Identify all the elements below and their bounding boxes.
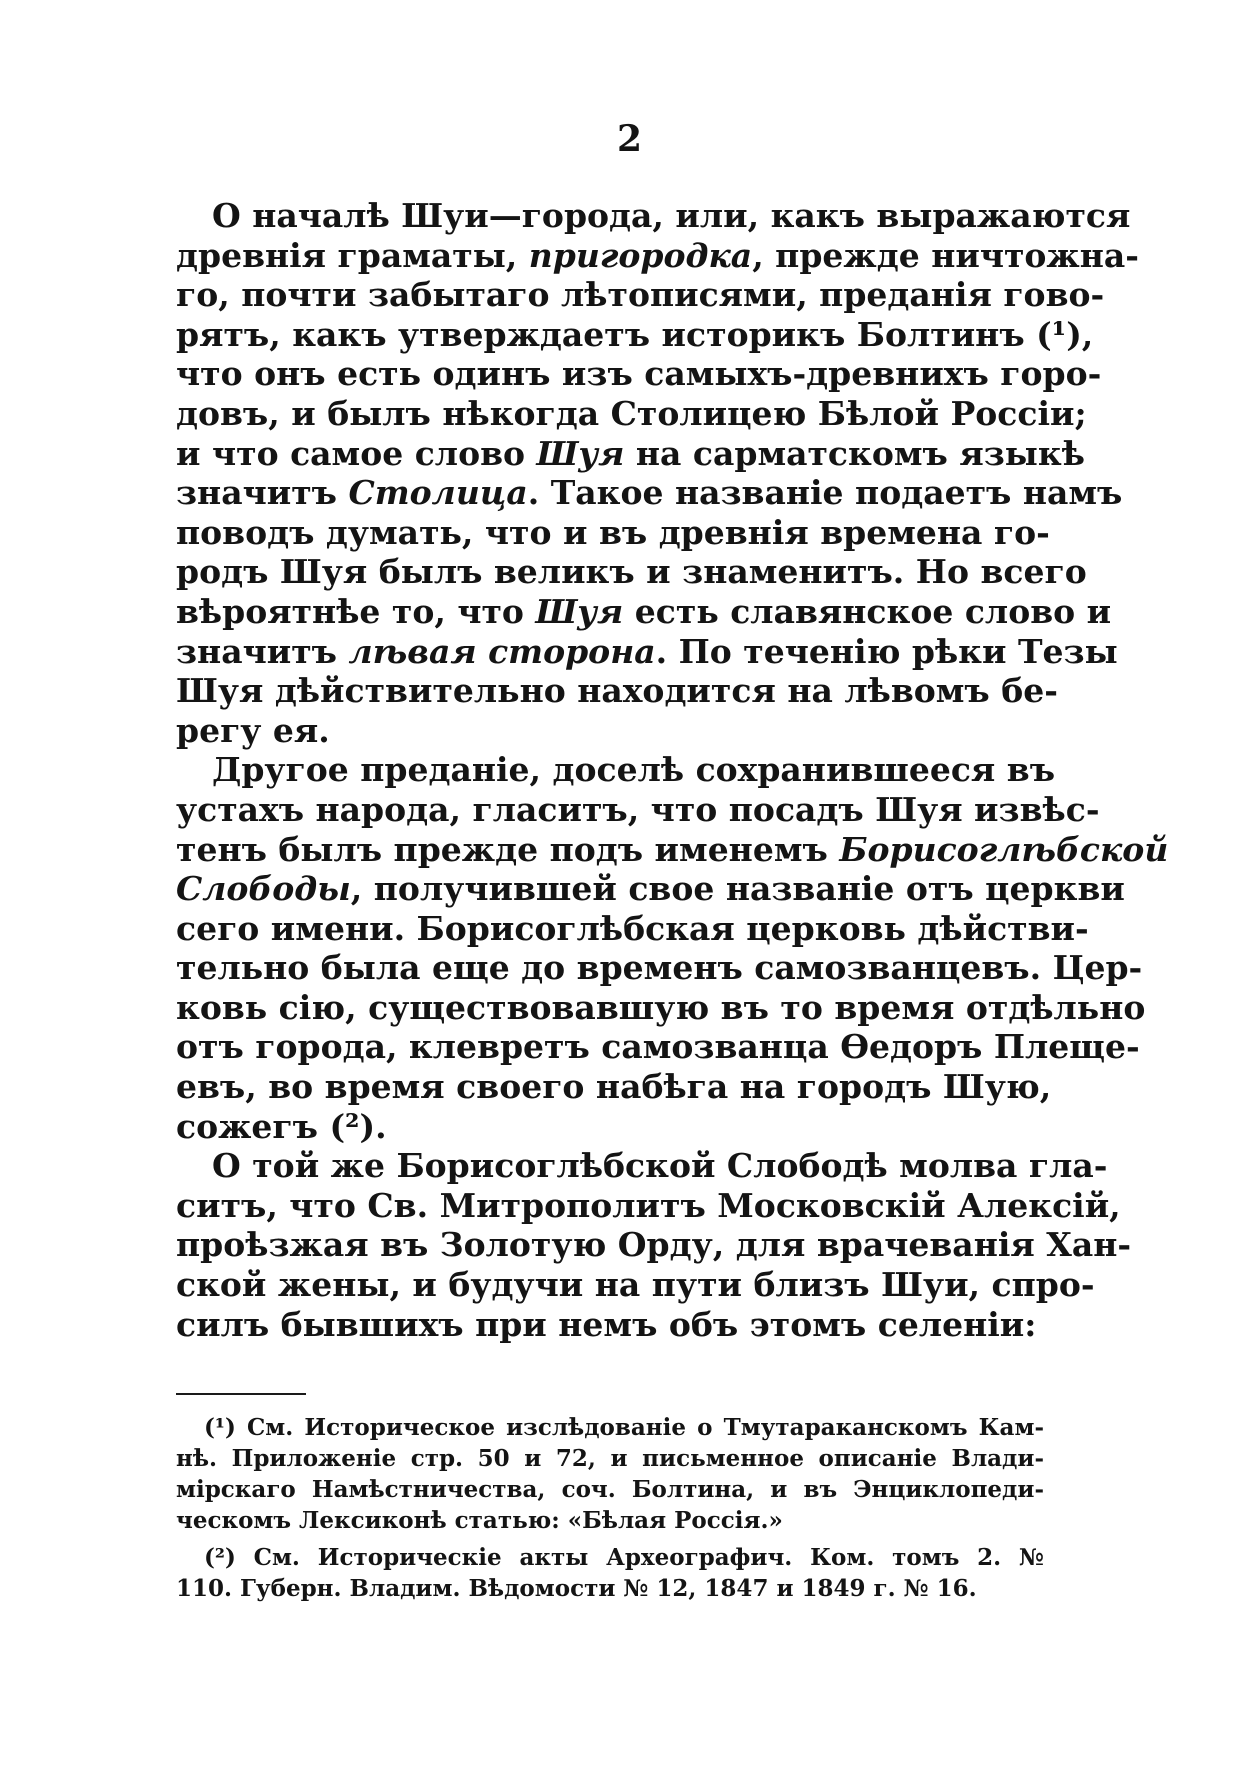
text-line: отъ города, клевретъ самозванца Ѳедоръ Плеще- (176, 1027, 1140, 1067)
text-line: родъ Шуя былъ великъ и знаменитъ. Но всего (176, 552, 1087, 592)
text-line: ковь сію, существовавшую въ то время отдѣльно (176, 987, 1146, 1027)
text-line: ской жены, и будучи на пути близъ Шуи, спро- (176, 1265, 1095, 1305)
text-line: Шуя дѣйствительно находится на лѣвомъ бе- (176, 671, 1058, 711)
italic-term: пригородка (528, 235, 753, 275)
text-line: го, почти забытаго лѣтописями, преданія гово- (176, 275, 1105, 315)
text-line: О началѣ Шуи—города, или, какъ выражаются (212, 196, 1131, 235)
text-line: древнія граматы, пригородка, прежде ничтожна- (176, 235, 1139, 275)
text-line: ситъ, что Св. Митрополитъ Московскій Алексій, (176, 1185, 1121, 1225)
italic-term: Шуя (535, 591, 624, 631)
footnote-line: 110. Губерн. Владим. Вѣдомости № 12, 1847 и 1849 г. № 16. (176, 1575, 977, 1602)
italic-term: Столица (348, 473, 528, 513)
italic-term: Слободы (176, 869, 351, 909)
text-line: что онъ есть одинъ изъ самыхъ-древнихъ горо- (176, 354, 1102, 394)
text-line: значитъ Столица. Такое названіе подаетъ намъ (176, 473, 1123, 513)
text-line: О той же Борисоглѣбской Слободѣ молва гла- (212, 1146, 1108, 1186)
text-line: проѣзжая въ Золотую Орду, для врачеванія Хан- (176, 1225, 1132, 1265)
text-line: Слободы, получившей свое названіе отъ церкви (176, 869, 1125, 909)
text-line: евъ, во время своего набѣга на городъ Шую, (176, 1067, 1052, 1107)
text-line: сожегъ (²). (176, 1106, 387, 1146)
page-number: 2 (616, 118, 643, 160)
footnote-line: ческомъ Лексиконѣ статью: «Бѣлая Россія.» (176, 1507, 783, 1534)
text-line: довъ, и былъ нѣкогда Столицею Бѣлой Россіи; (176, 393, 1087, 433)
footnote-separator (176, 1393, 306, 1395)
footnote-line: мірскаго Намѣстничества, соч. Болтина, и въ Энциклопеди- (176, 1476, 1044, 1503)
text-line: поводъ думать, что и въ древнія времена го- (176, 512, 1050, 552)
italic-term: лѣвая сторона (348, 631, 656, 671)
text-line: силъ бывшихъ при немъ объ этомъ селеніи: (176, 1304, 1037, 1344)
text-line: сего имени. Борисоглѣбская церковь дѣйстви- (176, 908, 1089, 948)
text-line: тельно была еще до временъ самозванцевъ. Цер- (176, 948, 1143, 988)
text-line: и что самое слово Шуя на сарматскомъ языкѣ (176, 433, 1085, 473)
text-line: устахъ народа, гласитъ, что посадъ Шуя извѣс- (176, 789, 1100, 829)
main-text (176, 196, 1169, 1344)
text-line: тенъ былъ прежде подъ именемъ Борисоглѣбской (176, 829, 1169, 869)
italic-term: Шуя (536, 433, 625, 473)
footnote-line: (¹) См. Историческое изслѣдованіе о Тмутараканскомъ Кам- (204, 1414, 1044, 1441)
footnote-line: нѣ. Приложеніе стр. 50 и 72, и письменное описаніе Влади- (176, 1445, 1044, 1472)
text-line: рятъ, какъ утверждаетъ историкъ Болтинъ (¹), (176, 314, 1094, 354)
text-line: вѣроятнѣе то, что Шуя есть славянское слово и (176, 591, 1112, 631)
text-line: значитъ лѣвая сторона. По теченію рѣки Тезы (176, 631, 1118, 671)
footnotes (176, 1412, 1044, 1604)
text-line: регу ея. (176, 710, 330, 750)
footnote-line: (²) См. Историческіе акты Археографич. Ком. томъ 2. № (204, 1544, 1044, 1571)
italic-term: Борисоглѣбской (839, 829, 1169, 869)
text-line: Другое преданіе, доселѣ сохранившееся въ (212, 750, 1056, 790)
